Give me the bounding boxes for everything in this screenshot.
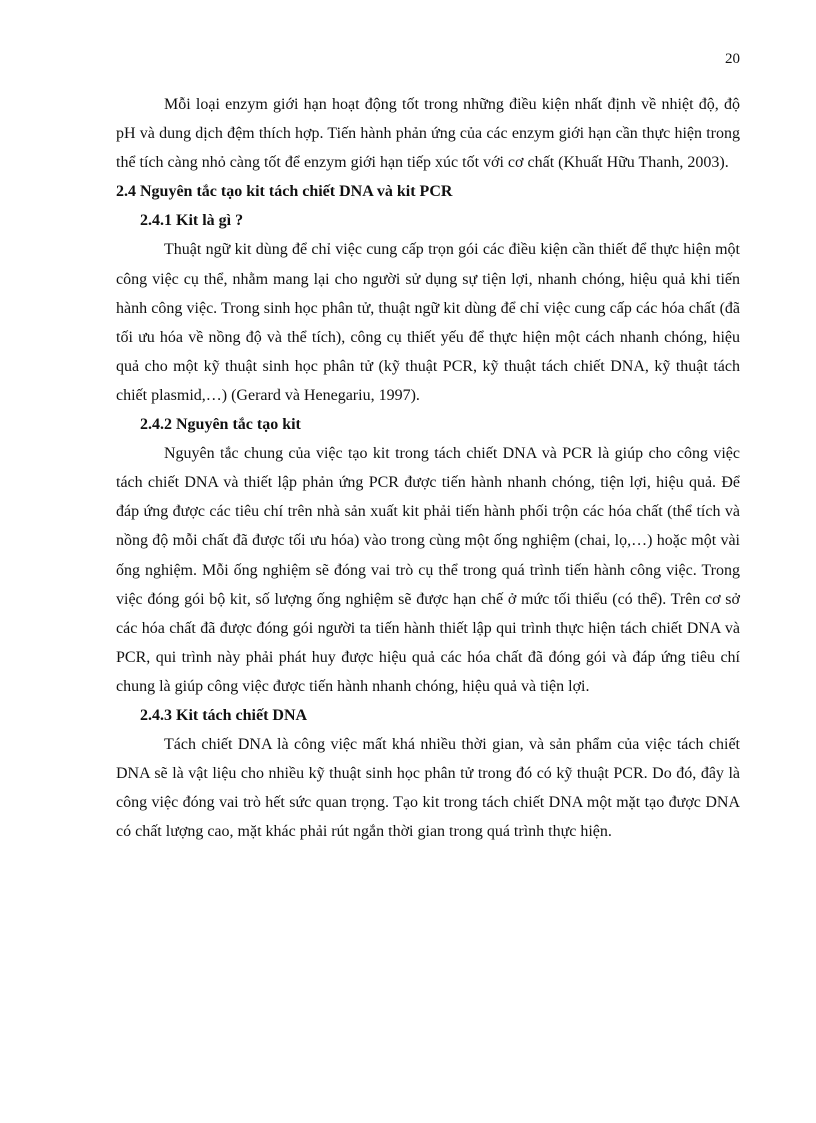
paragraph-kit-definition: Thuật ngữ kit dùng để chỉ việc cung cấp trọn gói các điều kiện cần thiết để thực hiện một công việc cụ thể, nhằm mang lại cho người sử dụng sự tiện lợi, nhanh chóng, hiệu quả khi tiến hành công việc. Trong sinh học phân tử, thuật ngữ kit dùng để chỉ việc cung cấp các hóa chất (đã tối ưu hóa về nồng độ và thể tích), công cụ thiết yếu để thực hiện một cách nhanh chóng, hiệu quả cho một kỹ thuật sinh học phân tử (kỹ thuật PCR, kỹ thuật tách chiết DNA, kỹ thuật tách chiết plasmid,…) (Gerard và Henegariu, 1997). <box>116 241 740 404</box>
paragraph-dna-extraction-kit: Tách chiết DNA là công việc mất khá nhiều thời gian, và sản phẩm của việc tách chiết DNA sẽ là vật liệu cho nhiều kỹ thuật sinh học phân tử trong đó có kỹ thuật PCR. Do đó, đây là công việc đóng vai trò hết sức quan trọng. Tạo kit trong tách chiết DNA một mặt tạo được DNA có chất lượng cao, mặt khác phải rút ngắn thời gian trong quá trình thực hiện. <box>116 736 740 841</box>
subsection-heading-2-4-2: 2.4.2 Nguyên tắc tạo kit <box>140 416 301 434</box>
paragraph-enzyme-conditions: Mỗi loại enzym giới hạn hoạt động tốt trong những điều kiện nhất định về nhiệt độ, độ pH và dung dịch đệm thích hợp. Tiến hành phản ứng của các enzym giới hạn cần thực hiện trong thể tích càng nhỏ càng tốt để enzym giới hạn tiếp xúc tốt với cơ chất (Khuất Hữu Thanh, 2003). <box>116 96 740 172</box>
subsection-heading-2-4-3: 2.4.3 Kit tách chiết DNA <box>140 706 308 724</box>
paragraph-kit-principles: Nguyên tắc chung của việc tạo kit trong tách chiết DNA và PCR là giúp cho công việc tách chiết DNA và thiết lập phản ứng PCR được tiến hành nhanh chóng, tiện lợi, hiệu quả. Để đáp ứng được các tiêu chí trên nhà sản xuất kit phải tiến hành phối trộn các hóa chất (thể tích và nồng độ mỗi chất đã được tối ưu hóa) vào trong cùng một ống nghiệm (chai, lọ,…) hoặc một vài ống nghiệm. Mỗi ống nghiệm sẽ đóng vai trò cụ thể trong quá trình tiến hành công việc. Trong việc đóng gói bộ kit, số lượng ống nghiệm sẽ được hạn chế ở mức tối thiểu (có thể). Trên cơ sở các hóa chất đã được đóng gói người ta tiến hành thiết lập qui trình thực hiện tách chiết DNA và PCR, qui trình này phải phát huy được hiệu quả các hóa chất đã đóng gói và đáp ứng tiêu chí chung là giúp công việc được tiến hành nhanh chóng, hiệu quả và tiện lợi. <box>116 445 740 695</box>
subsection-heading-2-4-1: 2.4.1 Kit là gì ? <box>140 212 244 230</box>
document-body <box>116 90 740 846</box>
section-heading-2-4: 2.4 Nguyên tắc tạo kit tách chiết DNA và kit PCR <box>116 183 453 201</box>
page-number: 20 <box>725 51 740 67</box>
